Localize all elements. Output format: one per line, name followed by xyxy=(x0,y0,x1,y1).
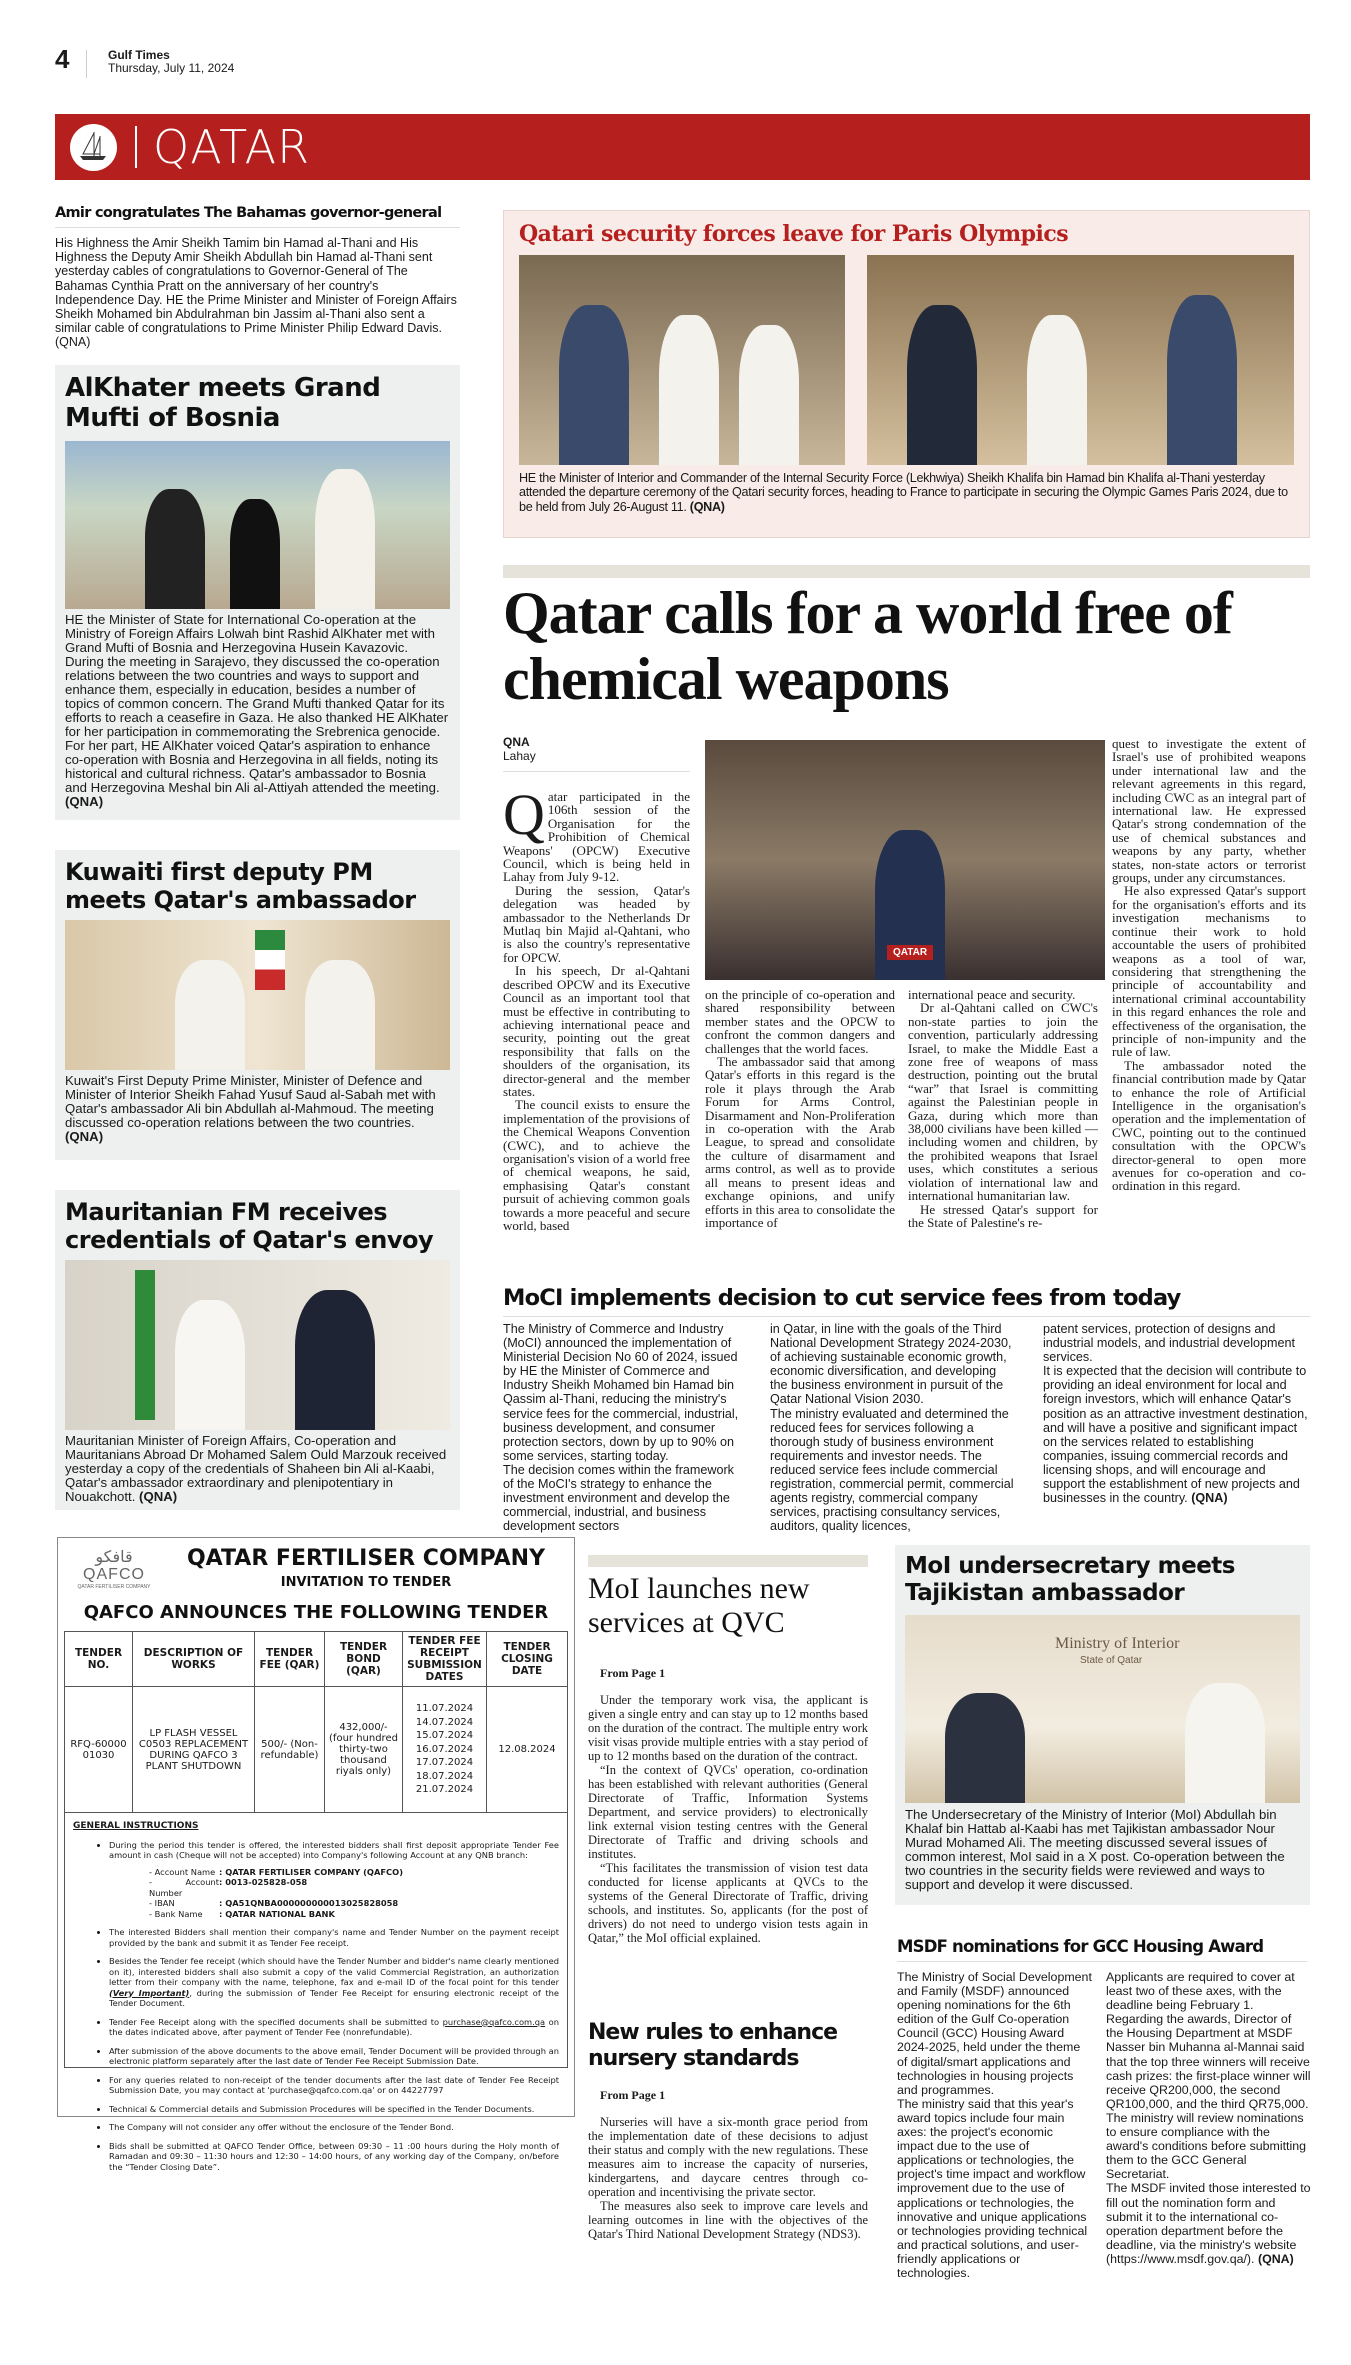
paragraph: The measures also seek to improve care levels and learning outcomes in line with the objectives of the Qatar's Third National Development Strategy (NDS3). xyxy=(588,2199,868,2241)
headline: MoI launches new services at QVC xyxy=(588,1572,810,1639)
announcement: QAFCO ANNOUNCES THE FOLLOWING TENDER xyxy=(83,1602,549,1623)
instruction: • The interested Bidders shall mention their company's name and Tender Number on the payment receipt provided by the bank and submit it as Tender Fee receipt. xyxy=(109,1927,559,1948)
paragraph: The ministry evaluated and determined the reduced fees for services following a thorough study of business environment requirements and investor needs. The reduced service fees include commercial registration, commercial permit, commercial agents registry, commercial company services, practising consultancy services, auditors, quality licences, xyxy=(770,1406,1014,1534)
dhow-logo-icon xyxy=(70,124,117,171)
photo xyxy=(65,1260,450,1430)
company-name: QATAR FERTILISER COMPANY xyxy=(186,1546,546,1571)
ad-subtitle: INVITATION TO TENDER xyxy=(280,1575,452,1590)
photo-handshake-2 xyxy=(867,255,1294,465)
instruction: During the period this tender is offered, the interested bidders shall first deposit appropriate Tender Fee amount in cash (Cheque will not be accepted) into Company's following Account at any QNB branch: xyxy=(109,1839,559,1860)
description: LP FLASH VESSEL C0503 REPLACEMENT DURING QAFCO 3 PLANT SHUTDOWN xyxy=(133,1687,255,1813)
paragraph: The Ministry of Commerce and Industry (MoCI) announced the implementation of Ministerial Decision No 60 of 2024, issued by HE the Minister of Commerce and Industry Sheikh Mohamed bin Hamad bin Qassim al-Thani, reducing the ministry's service fees for the commercial, industrial, business development, and consumer protection sectors, down by up to 90% on some services, starting today. xyxy=(503,1322,739,1463)
paragraph: The council exists to ensure the implementation of the provisions of the Chemical Weapons Convention (CWC), and to achieve the organisation's vision of a world free of chemical weapons, he said, emphasising Qatar's constant pursuit of achieving common goals towards a more peaceful and secure world, based xyxy=(503,1097,690,1233)
caption-p3: For her part, HE AlKhater voiced Qatar's aspiration to enhance co-operation with Bosnia and Herzegovina in all fields, noting its historical and cultural richness. Qatar's ambassador to Bosnia and Herzegovina Meshal bin Ali al-Attiyah attended the meeting. xyxy=(65,738,440,795)
country-nameplate: QATAR xyxy=(887,945,933,960)
divider-bar xyxy=(588,1555,868,1567)
paragraph: atar participated in the 106th session of the Organisation for the Prohibition of Chemical Weapons' (OPCW) Executive Council, which is being held in Lahay from July 9-12. xyxy=(503,789,690,885)
msdf-column-2 xyxy=(1106,1970,1311,2266)
from-page: From Page 1 xyxy=(600,1666,666,1680)
instructions-title: GENERAL INSTRUCTIONS xyxy=(73,1821,199,1831)
paragraph: patent services, protection of designs and industrial models, and industrial development services. xyxy=(1043,1322,1296,1365)
headline: Amir congratulates The Bahamas governor-general xyxy=(55,205,460,228)
caption: Kuwait's First Deputy Prime Minister, Minister of Defence and Minister of Interior Sheikh Fahad Yusuf Saud al-Sabah met with Qatar's ambassador Ali bin Abdullah al-Mahmoud. The meeting discussed co-operation relations between the two countries. xyxy=(65,1073,436,1130)
msdf-column-1 xyxy=(897,1970,1092,2280)
instruction: • For any queries related to non-receipt of the tender documents after the last date of Tender Fee Receipt Submission Date, you may contact at 'purchase@qafco.com.qa' or on 44227797 xyxy=(109,2075,559,2096)
nursery-story xyxy=(588,2020,868,2241)
caption: Mauritanian Minister of Foreign Affairs, Co-operation and Mauritanians Abroad Dr Mohamed Salem Ould Marzouk received yesterday a copy of the credentials of Shaheen bin Ali al-Kaabi, Qatar's ambassador extraordinary and plenipotentiary in Nouakchott. xyxy=(65,1433,447,1504)
main-headline: Qatar calls for a world free of chemical weapons xyxy=(503,580,1232,712)
closing-date: 12.08.2024 xyxy=(487,1687,568,1813)
submission-dates: 11.07.2024 14.07.2024 15.07.2024 16.07.2024 17.07.2024 18.07.2024 21.07.2024 xyxy=(403,1687,487,1813)
mauritania-story xyxy=(55,1190,460,1510)
credit: (QNA) xyxy=(689,499,725,514)
paragraph: The ambassador noted the financial contribution made by Qatar to enhance the role of Artificial Intelligence in the organisation's operation and the implementation of CWC, pointing out to the continued consultation with the OPCW's director-general to open more avenues for co-operation and co-ordination in this regard. xyxy=(1112,1057,1306,1194)
paragraph: Regarding the awards, Director of the Housing Department at MSDF Nasser bin Muhanna al-Mannai said that the top three winners will receive cash prizes: the first-place winner will receive QR200,000, the second QR100,000, and the third QR75,000. xyxy=(1106,2012,1311,2111)
olympics-story xyxy=(503,210,1310,538)
photo-handshake-1 xyxy=(519,255,845,465)
qvc-story xyxy=(588,1572,868,1945)
table-row xyxy=(65,1687,568,1813)
byline: QNA xyxy=(503,735,530,749)
credit: (QNA) xyxy=(1257,2251,1294,2266)
instruction: • The Company will not consider any offer without the enclosure of the Tender Bond. xyxy=(109,2122,559,2133)
column-header: TENDER CLOSING DATE xyxy=(487,1632,568,1687)
alkhater-story xyxy=(55,365,460,820)
paragraph: Applicants are required to cover at least two of these axes, with the deadline being February 1. xyxy=(1106,1970,1295,2013)
instruction: • Technical & Commercial details and Submission Procedures will be specified in the Tender Documents. xyxy=(109,2104,559,2115)
tajik-story xyxy=(895,1545,1310,1905)
paragraph: The Ministry of Social Development and Family (MSDF) announced opening nominations for the 6th edition of the Gulf Co-operation Council (GCC) Housing Award 2024-2025, held under the theme of digital/smart applications and technologies in housing projects and programmes. xyxy=(897,1970,1092,2097)
tender-table xyxy=(64,1631,568,1813)
caption: HE the Minister of Interior and Commander of the Internal Security Force (Lekhwiya) Sheikh Khalifa bin Hamad bin Khalifa al-Thani yesterday attended the departure ceremony of the Qatari security forces, heading to France to participate in securing the Olympic Games Paris 2024, due to be held from July 26-August 11. xyxy=(519,471,1288,514)
from-page: From Page 1 xyxy=(600,2088,666,2102)
moci-column-3 xyxy=(1043,1322,1308,1505)
msdf-headline: MSDF nominations for GCC Housing Award xyxy=(897,1937,1307,1962)
paragraph: The MSDF invited those interested to fill out the nomination form and submit it to the international co-operation department before the deadline, via the ministry's website (https://www.msdf.gov.qa/). xyxy=(1106,2181,1311,2266)
article-column-3 xyxy=(908,988,1098,1229)
column-header: TENDER NO. xyxy=(65,1632,133,1687)
tender-bond: 432,000/- (four hundred thirty-two thousand riyals only) xyxy=(325,1687,403,1813)
page-number: 4 xyxy=(55,44,70,74)
drop-cap: Q xyxy=(503,782,545,847)
section-title: QATAR xyxy=(153,120,311,174)
moci-column-1 xyxy=(503,1322,743,1534)
dateline: Lahay xyxy=(503,749,536,763)
paragraph: “In the context of QVCs' operation, co-ordination has been established with relevant authorities (General Directorate of Traffic, Information Systems Department, and service providers) to electronically link external vision testing centres with the General Directorate of Traffic and driving schools and institutes. xyxy=(588,1763,868,1861)
email-link[interactable]: purchase@qafco.com.qa xyxy=(442,2016,546,2027)
article-column-4 xyxy=(1112,737,1306,1193)
divider-bar xyxy=(503,565,1310,578)
paragraph: “This facilitates the transmission of vision test data conducted for license applicants at QVCs to the systems of the General Directorate of Traffic, driving schools, and institutes. So, applicants (for the post of drivers) do not need to undergo vision tests again in Qatar,” the MoI official explained. xyxy=(588,1861,868,1945)
paragraph: Under the temporary work visa, the applicant is given a single entry and can stay up to 12 months based on the duration of the contract. The multiple entry work visit visas provide multiple entries with a stay period of up to 12 months based on the duration of the contract. xyxy=(588,1693,868,1763)
instruction: • Bids shall be submitted at QAFCO Tender Office, between 09:30 – 11 :00 hours during the Holy month of Ramadan and 09:30 – 11:30 hours and 12:30 – 14:00 hours, of any working day of the Company, on/before the “Tender Closing Date”. xyxy=(109,2141,559,2173)
divider xyxy=(86,50,87,78)
photo: Ministry of Interior State of Qatar xyxy=(905,1615,1300,1803)
headline: Qatari security forces leave for Paris Olympics xyxy=(519,221,1069,247)
credit: (QNA) xyxy=(139,1489,178,1504)
paragraph: During the session, Qatar's delegation was headed by ambassador to the Netherlands Dr Mutlaq bin Majid al-Qahtani, who is also the country's representative for OPCW. xyxy=(503,882,690,965)
body: His Highness the Amir Sheikh Tamim bin Hamad al-Thani and His Highness the Deputy Amir Sheikh Abdullah bin Hamad al-Thani sent yesterday cables of congratulations to Governor-General of The Bahamas Cynthia Pratt on the anniversary of her country's Independence Day. HE the Prime Minister and Minister of Foreign Affairs Sheikh Mohamed bin Abdulrahman bin Jassim al-Thani also sent a similar cable of congratulations to Prime Minister Philip Edward Davis. (QNA) xyxy=(55,236,457,350)
paragraph: in Qatar, in line with the goals of the Third National Development Strategy 2024-2030, of achieving sustainable economic growth, economic diversification, and developing the business environment in pursuit of the Qatar National Vision 2030. xyxy=(770,1322,1012,1407)
paragraph: He also expressed Qatar's support for the organisation's efforts and its investigation mechanisms to continue their work to hold accountable the users of prohibited weapons as a tool of war, considering that strengthening the principle of accountability and international criminal accountability in this regard enhances the role and effectiveness of the organisation, the principle of non-impunity and the rule of law. xyxy=(1112,883,1306,1060)
moci-headline: MoCI implements decision to cut service fees from today xyxy=(503,1285,1310,1317)
paragraph: It is expected that the decision will contribute to providing an ideal environment for local and foreign investors, which will enhance Qatar's position as an attractive investment destination, and will have a positive and significant impact on the services related to establishing companies, issuing commercial records and licensing shops, and will encourage and support the establishment of new projects and businesses in the country. xyxy=(1043,1364,1308,1506)
amir-story xyxy=(55,205,460,350)
paper-name: Gulf Times xyxy=(108,48,170,62)
paragraph: on the principle of co-operation and shared responsibility between member states and the OPCW to confront the common dangers and challenges that the world faces. xyxy=(705,987,895,1056)
paragraph: international peace and security. xyxy=(908,987,1076,1002)
article-column-2 xyxy=(705,988,895,1229)
paragraph: The ministry said that this year's award topics include four main axes: the project's economic impact due to the use of applications or technologies, the project's time impact and workflow improvement due to the use of applications or technologies, the innovative and unique applications or technologies providing technical and practical solutions, and user-friendly applications or technologies. xyxy=(897,2096,1088,2280)
section-banner xyxy=(55,114,1310,180)
opcw-session-photo xyxy=(705,740,1105,980)
paragraph: In his speech, Dr al-Qahtani described OPCW and its Executive Council as an important tool that must be effective in contributing to achieving international peace and security, pointing out the great responsibility that falls on the shoulders of the organisation, its director-general and the member states. xyxy=(503,963,690,1099)
headline: MoI undersecretary meets Tajikistan ambassador xyxy=(905,1553,1235,1606)
paragraph: He stressed Qatar's support for the State of Palestine's re- xyxy=(908,1201,1098,1230)
paragraph: The ministry will review nominations to ensure compliance with the award's conditions before submitting them to the GCC General Secretariat. xyxy=(1106,2110,1307,2182)
tender-fee: 500/- (Non-refundable) xyxy=(255,1687,325,1813)
qafco-tender-ad: قافكو QAFCO QATAR FERTILISER COMPANY QATAR FERTILISER COMPANY INVITATION TO TENDER QAFCO ANNOUNCES THE FOLLOWING TENDER TENDER NO. DESCRIPTION OF WORKS TENDER FEE (QAR) TENDER BOND (QAR) TENDER FEE RECEIPT SUBMISSION DATES TENDER CLOSING DATE RFQ-6000001030 LP FLASH VESSEL C0503 REPLACEMENT DURING QAFCO 3 PLANT SHUTDOWN 500/- (Non-refundable) 432,000/- (four hundred thirty-two thousand riyals only) 11.07.2024 14.07.2024 15.07.2024 16.07.2024 17.07.2024 18.07.2024 21.07.2024 12.08.2024 GENERAL INSTRUCTIONS • During the period this tender is offered, the interested bidders shall first deposit appropriate Tender Fee amount in cash (Cheque will not be accepted) into Company's following Account at any QNB branch: - Account Name : QATAR FERTILISER COMPANY (QAFCO) - Account Number : 0013-025828-058 - IBAN : QA51QNBA000000000013025828058 - Bank Name : QATAR NATIONAL BANK • The interested Bidders shall mention their company's name and Tender Number on the payment receipt provided by the bank and submit it as Tender Fee receipt. • Besides the Tender fee receipt (which should have the Tender Number and bidder's name clearly mentioned on it), interested bidders shall also submit a copy of the valid Commercial Registration, an authorization letter from their company with the name, telephone, fax and e-mail ID of the focal point for this tender (Very Important), during the submission of Tender Fee Receipt for ensuring electronic receipt of the Tender Document. • Tender Fee Receipt along with the specified documents shall be submitted to purchase@qafco.com.qa on the dates indicated above, after payment of Tender Fee (nonrefundable). • After submission of the above documents to the above email, Tender Document will be provided through an electronic platform separately after the last date of Tender Fee Receipt Submission Date. • For any queries related to non-receipt of the tender documents after the last date of Tender Fee Receipt Submission Date, you may contact at 'purchase@qafco.com.qa' or on 44227797 • Technical & Commercial details and Submission Procedures will be specified in the Tender Documents. • The Company will not consider any offer without the enclosure of the Tender Bond. • Bids shall be submitted at QAFCO Tender Office, between 09:30 – 11 :00 hours during the Holy month of Ramadan and 09:30 – 11:30 hours and 12:30 – 14:00 hours, of any working day of the Company, on/before the “Tender Closing Date”. xyxy=(57,1537,575,2117)
article-column-1 xyxy=(503,782,690,1233)
instruction: • Tender Fee Receipt along with the specified documents shall be submitted to purchase@qafco.com.qa on the dates indicated above, after payment of Tender Fee (nonrefundable). xyxy=(109,2017,559,2038)
photo xyxy=(65,441,450,609)
headline: Mauritanian FM receives credentials of Qatar's envoy xyxy=(65,1198,434,1254)
credit: (QNA) xyxy=(65,1129,104,1144)
issue-date: Thursday, July 11, 2024 xyxy=(108,61,235,75)
credit: (QNA) xyxy=(65,794,104,809)
caption-p2: During the meeting in Sarajevo, they discussed the co-operation relations between the two countries and ways to support and enhance them, especially in education, besides a number of topics of common concern. The Grand Mufti thanked Qatar for its efforts to reach a ceasefire in Gaza. He also thanked HE AlKhater for her participation in commemorating the Srebrenica genocide. xyxy=(65,654,449,739)
caption: The Undersecretary of the Ministry of Interior (MoI) Abdullah bin Khalaf bin Hattab al-Kaabi has met Tajikistan ambassador Nour Murad Mohamed Ali. The meeting discussed several issues of common interest, MoI said in a X post. Co-operation between the two countries in the security fields were reviewed and ways to support and develop it were discussed. xyxy=(905,1807,1285,1892)
paragraph: The decision comes within the framework of the MoCI's strategy to enhance the investment environment and develop the commercial, industrial, and business development sectors xyxy=(503,1462,734,1534)
tender-no: RFQ-6000001030 xyxy=(65,1687,133,1813)
column-header: DESCRIPTION OF WORKS xyxy=(133,1632,255,1687)
paragraph: Dr al-Qahtani called on CWC's non-state parties to join the convention, particularly addressing Israel, to make the Middle East a zone free of weapons of mass destruction, pointing out the brutal “war” that Israel is committing against the Palestinian people in Gaza, during which more than 38,000 civilians have been killed — including women and children, by the prohibited weapons that Israel uses, which constitutes a serious violation of international law and international humanitarian law. xyxy=(908,1000,1098,1204)
kuwait-story xyxy=(55,850,460,1160)
column-header: TENDER BOND (QAR) xyxy=(325,1632,403,1687)
credit: (QNA) xyxy=(1191,1491,1228,1506)
headline: Kuwaiti first deputy PM meets Qatar's ambassador xyxy=(65,858,416,914)
column-header: TENDER FEE RECEIPT SUBMISSION DATES xyxy=(403,1632,487,1687)
paragraph: Nurseries will have a six-month grace period from the implementation date of these decisions to adjust their status and comply with the new regulations. These measures aim to increase the capacity of nurseries, kindergartens, and daycare centres through co-operation and incentivising the private sector. xyxy=(588,2115,868,2199)
moci-column-2 xyxy=(770,1322,1015,1533)
instruction: • After submission of the above documents to the above email, Tender Document will be provided through an electronic platform separately after the last date of Tender Fee Receipt Submission Date. xyxy=(109,2046,559,2067)
instruction: • Besides the Tender fee receipt (which should have the Tender Number and bidder's name clearly mentioned on it), interested bidders shall also submit a copy of the valid Commercial Registration, an authorization letter from their company with the name, telephone, fax and e-mail ID of the focal point for this tender (Very Important), during the submission of Tender Fee Receipt for ensuring electronic receipt of the Tender Document. xyxy=(109,1956,559,2009)
headline: New rules to enhance nursery standards xyxy=(588,2020,838,2071)
caption-p1: HE the Minister of State for International Co-operation at the Ministry of Foreign Affairs Lolwah bint Rashid AlKhater met with Grand Mufti of Bosnia and Herzegovina Husein Kavazovic. xyxy=(65,612,435,655)
headline: AlKhater meets Grand Mufti of Bosnia xyxy=(65,373,381,433)
column-header: TENDER FEE (QAR) xyxy=(255,1632,325,1687)
paragraph: quest to investigate the extent of Israel's use of prohibited weapons under international law and the relevant agreements in this regard, including CWC as an integral part of international law. He expressed Qatar's strong condemnation of the use of chemical substances and weapons by any party, whether states, non-state actors or terrorist groups, under any circumstances. xyxy=(1112,736,1306,886)
photo xyxy=(65,920,450,1070)
qafco-logo: قافكو QAFCO QATAR FERTILISER COMPANY xyxy=(77,1546,151,1590)
paragraph: The ambassador said that among Qatar's efforts in this regard is the role it plays through the Arab Forum for Arms Control, Disarmament and Non-Proliferation in co-operation with the Arab League, to spread and consolidate the culture of disarmament and arms control, as well as to provide all means to present ideas and exchange opinions, and unify efforts in this area to consolidate the importance of xyxy=(705,1054,895,1230)
